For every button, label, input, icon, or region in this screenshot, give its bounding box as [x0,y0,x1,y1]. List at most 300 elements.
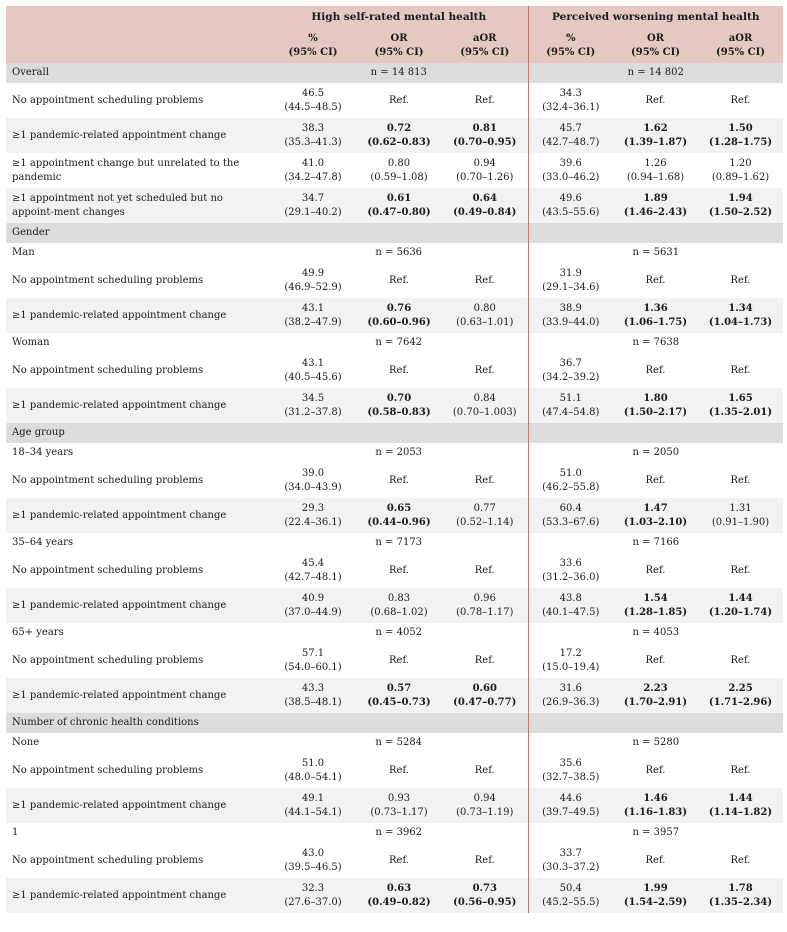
cell-pct-1 [270,298,356,333]
sample-size-1: n = 4052 [270,623,528,643]
subgroup-row [6,533,783,553]
cell-value: Ref. [389,764,409,776]
cell-pct-2 [528,463,613,498]
cell-value: 1.99 [643,882,668,894]
row-label: ≥1 pandemic-related appointment change [6,788,270,823]
cell-value: Ref. [730,364,751,376]
subgroup-label: None [6,733,270,753]
row-label: ≥1 pandemic-related appointment change [6,588,270,623]
cell-aor-2 [698,463,783,498]
cell-ci: (39.7–49.5) [542,806,600,818]
cell-value: 1.20 [729,157,752,169]
cell-ci: (0.59–1.08) [370,171,428,183]
data-row [6,643,783,678]
cell-ci: (31.2–37.8) [284,406,342,418]
sample-size-1: n = 7173 [270,533,528,553]
cell-ci: (1.14–1.82) [708,806,773,818]
col-header-or-2: OR (95% CI) [613,28,698,63]
data-row [6,298,783,333]
col-header-aor-2: aOR (95% CI) [698,28,783,63]
cell-ci: (0.73–1.17) [370,806,428,818]
cell-ci: (15.0–19.4) [542,661,600,673]
table-body [6,63,783,913]
cell-aor-1 [442,643,528,678]
cell-ci: (0.44–0.96) [367,516,431,528]
cell-pct-1 [270,188,356,223]
cell-pct-2 [528,588,613,623]
cell-pct-1 [270,263,356,298]
cell-value: Ref. [730,654,751,666]
cell-value: 51.0 [559,467,582,479]
cell-pct-1 [270,463,356,498]
cell-value: 0.93 [387,792,411,804]
cell-value: 38.9 [559,302,582,314]
cell-ci: (40.1–47.5) [542,606,600,618]
cell-ci: (0.47–0.80) [367,206,431,218]
cell-or-2 [613,843,698,878]
cell-ci: (1.54–2.59) [623,896,688,908]
cell-value: 43.8 [559,592,582,604]
cell-value: Ref. [474,854,495,866]
cell-aor-1 [442,298,528,333]
cell-value: 1.44 [728,592,753,604]
cell-ci: (38.2–47.9) [284,316,342,328]
cell-or-2 [613,788,698,823]
cell-ci: (42.7–48.7) [542,136,600,148]
cell-pct-2 [528,678,613,713]
cell-value: Ref. [474,654,495,666]
cell-ci: (1.50–2.17) [623,406,688,418]
cell-or-2 [613,498,698,533]
data-row [6,463,783,498]
cell-pct-2 [528,153,613,188]
cell-value: 29.3 [301,502,325,514]
cell-pct-2 [528,388,613,423]
cell-or-1 [356,188,442,223]
cell-or-2 [613,643,698,678]
subgroup-label: 18–34 years [6,443,270,463]
cell-aor-2 [698,353,783,388]
cell-pct-1 [270,878,356,913]
cell-ci: (0.70–1.26) [456,171,514,183]
sample-size-2 [528,223,783,243]
row-label: ≥1 pandemic-related appointment change [6,878,270,913]
cell-ci: (30.3–37.2) [542,861,600,873]
cell-ci: (43.5–55.6) [542,206,600,218]
cell-ci: (38.5–48.1) [284,696,342,708]
cell-value: 35.6 [559,757,582,769]
cell-pct-2 [528,83,613,118]
cell-value: 1.62 [643,122,668,134]
cell-or-1 [356,588,442,623]
cell-or-1 [356,498,442,533]
cell-aor-1 [442,878,528,913]
cell-ci: (0.63–1.01) [456,316,514,328]
cell-or-2 [613,353,698,388]
row-label: ≥1 appointment change but unrelated to the pandemic [6,153,270,188]
cell-ci: (47.4–54.8) [542,406,600,418]
cell-value: Ref. [645,474,666,486]
cell-aor-1 [442,843,528,878]
cell-value: 0.80 [473,302,496,314]
cell-value: 41.0 [301,157,325,169]
cell-ci: (32.4–36.1) [542,101,600,113]
cell-value: Ref. [389,474,409,486]
cell-ci: (0.70–1.003) [452,406,517,418]
cell-ci: (0.49–0.84) [453,206,517,218]
cell-ci: (1.46–2.43) [623,206,688,218]
cell-ci: (53.3–67.6) [542,516,600,528]
sample-size-1: n = 5636 [270,243,528,263]
cell-ci: (0.56–0.95) [453,896,517,908]
cell-ci: (29.1–34.6) [542,281,600,293]
cell-value: 0.65 [386,502,412,514]
cell-value: Ref. [474,764,495,776]
cell-ci: (0.49–0.82) [367,896,431,908]
data-row [6,353,783,388]
cell-value: 45.4 [301,557,325,569]
subgroup-row [6,733,783,753]
cell-value: 1.34 [728,302,753,314]
cell-pct-1 [270,553,356,588]
cell-ci: (0.70–0.95) [453,136,517,148]
cell-value: 0.96 [473,592,496,604]
cell-ci: (0.52–1.14) [456,516,514,528]
row-label: No appointment scheduling problems [6,353,270,388]
cell-value: 1.54 [643,592,668,604]
cell-value: 60.4 [559,502,582,514]
subgroup-label: 1 [6,823,270,843]
cell-ci: (0.73–1.19) [456,806,514,818]
header-corner [6,6,270,28]
cell-value: 0.70 [386,392,412,404]
cell-value: Ref. [645,564,666,576]
cell-value: 46.5 [301,87,325,99]
cell-ci: (1.04–1.73) [708,316,773,328]
cell-ci: (34.2–47.8) [284,171,342,183]
cell-or-2 [613,83,698,118]
sample-size-1: n = 7642 [270,333,528,353]
cell-value: 40.9 [301,592,325,604]
cell-or-1 [356,678,442,713]
cell-pct-2 [528,298,613,333]
cell-pct-1 [270,753,356,788]
cell-ci: (0.68–1.02) [370,606,428,618]
cell-pct-1 [270,498,356,533]
section-row [6,423,783,443]
cell-or-1 [356,788,442,823]
section-label: Age group [6,423,270,443]
cell-value: 17.2 [559,647,582,659]
sample-size-2 [528,713,783,733]
cell-value: 33.7 [559,847,582,859]
cell-or-1 [356,118,442,153]
data-row [6,753,783,788]
cell-value: Ref. [645,364,666,376]
section-label: Overall [6,63,270,83]
cell-ci: (42.7–48.1) [284,571,342,583]
cell-or-2 [613,588,698,623]
cell-aor-1 [442,553,528,588]
cell-value: Ref. [645,94,666,106]
cell-pct-2 [528,353,613,388]
data-row [6,843,783,878]
cell-value: 1.31 [729,502,752,514]
cell-aor-2 [698,788,783,823]
cell-value: 38.3 [301,122,325,134]
cell-aor-1 [442,118,528,153]
cell-value: 39.6 [559,157,582,169]
cell-pct-1 [270,588,356,623]
data-row [6,788,783,823]
row-label: No appointment scheduling problems [6,643,270,678]
sample-size-2: n = 5631 [528,243,783,263]
subgroup-row [6,823,783,843]
cell-ci: (0.89–1.62) [711,171,770,183]
cell-value: 31.9 [559,267,582,279]
cell-ci: (31.2–36.0) [542,571,600,583]
cell-aor-1 [442,188,528,223]
cell-or-2 [613,463,698,498]
cell-aor-2 [698,298,783,333]
cell-or-2 [613,298,698,333]
cell-ci: (1.03–2.10) [623,516,688,528]
row-label: No appointment scheduling problems [6,263,270,298]
row-label: ≥1 pandemic-related appointment change [6,388,270,423]
section-row [6,63,783,83]
cell-pct-2 [528,878,613,913]
cell-value: Ref. [474,564,495,576]
cell-pct-1 [270,388,356,423]
cell-value: 1.44 [728,792,753,804]
cell-value: Ref. [730,764,751,776]
subgroup-row [6,443,783,463]
cell-or-2 [613,153,698,188]
cell-value: 49.1 [301,792,325,804]
cell-value: 1.26 [644,157,667,169]
sample-size-2: n = 3957 [528,823,783,843]
subgroup-row [6,623,783,643]
cell-aor-2 [698,553,783,588]
cell-ci: (0.94–1.68) [626,171,685,183]
row-label: ≥1 appointment not yet scheduled but no appoint-ment changes [6,188,270,223]
sample-size-1 [270,423,528,443]
cell-aor-1 [442,588,528,623]
section-row [6,713,783,733]
cell-or-2 [613,118,698,153]
cell-ci: (33.9–44.0) [542,316,600,328]
cell-value: 51.0 [301,757,325,769]
sample-size-1: n = 14 813 [270,63,528,83]
cell-value: 34.5 [301,392,325,404]
cell-value: 49.6 [559,192,582,204]
cell-value: 31.6 [559,682,582,694]
cell-aor-1 [442,388,528,423]
data-row [6,498,783,533]
cell-value: 0.64 [472,192,497,204]
sample-size-1 [270,713,528,733]
cell-ci: (34.2–39.2) [542,371,600,383]
cell-aor-1 [442,153,528,188]
cell-ci: (40.5–45.6) [284,371,342,383]
cell-ci: (1.28–1.75) [708,136,773,148]
cell-value: 43.1 [301,357,325,369]
cell-aor-1 [442,463,528,498]
cell-value: 1.78 [728,882,753,894]
cell-ci: (1.20–1.74) [708,606,773,618]
data-row [6,83,783,118]
cell-ci: (1.35–2.34) [708,896,773,908]
cell-aor-2 [698,753,783,788]
data-row [6,678,783,713]
cell-value: Ref. [389,364,409,376]
cell-value: Ref. [474,94,495,106]
sample-size-1: n = 5284 [270,733,528,753]
group-header-high-self-rated: High self-rated mental health [270,6,528,28]
cell-ci: (1.70–2.91) [623,696,688,708]
cell-ci: (1.06–1.75) [623,316,688,328]
cell-or-2 [613,553,698,588]
cell-ci: (0.58–0.83) [367,406,431,418]
cell-value: 0.63 [386,882,412,894]
sample-size-2: n = 5280 [528,733,783,753]
cell-value: 1.80 [643,392,668,404]
cell-aor-2 [698,678,783,713]
cell-ci: (0.78–1.17) [456,606,514,618]
row-label: No appointment scheduling problems [6,83,270,118]
cell-value: 57.1 [301,647,325,659]
cell-value: 50.4 [559,882,582,894]
subgroup-label: 35–64 years [6,533,270,553]
cell-pct-1 [270,843,356,878]
data-row [6,118,783,153]
sample-size-1 [270,223,528,243]
cell-pct-1 [270,83,356,118]
cell-value: 1.94 [728,192,753,204]
cell-aor-1 [442,753,528,788]
cell-or-2 [613,878,698,913]
cell-ci: (0.62–0.83) [367,136,431,148]
cell-pct-2 [528,753,613,788]
cell-aor-1 [442,353,528,388]
sample-size-2: n = 7638 [528,333,783,353]
results-table [6,6,783,913]
cell-value: 2.25 [728,682,753,694]
cell-value: 34.7 [301,192,325,204]
cell-value: Ref. [730,564,751,576]
cell-value: 32.3 [301,882,325,894]
cell-value: 1.47 [643,502,668,514]
cell-or-2 [613,753,698,788]
cell-ci: (0.45–0.73) [367,696,431,708]
cell-value: 44.6 [559,792,582,804]
cell-value: 39.0 [301,467,325,479]
cell-ci: (44.1–54.1) [284,806,342,818]
cell-pct-1 [270,353,356,388]
cell-aor-2 [698,153,783,188]
row-label: No appointment scheduling problems [6,463,270,498]
cell-pct-1 [270,153,356,188]
table-header [6,6,783,63]
cell-ci: (46.2–55.8) [542,481,600,493]
sample-size-1: n = 2053 [270,443,528,463]
cell-aor-2 [698,188,783,223]
cell-pct-2 [528,263,613,298]
cell-value: 49.9 [301,267,325,279]
cell-aor-2 [698,498,783,533]
cell-value: 0.76 [386,302,412,314]
cell-ci: (0.91–1.90) [711,516,770,528]
cell-or-1 [356,553,442,588]
row-label: ≥1 pandemic-related appointment change [6,498,270,533]
sample-size-1: n = 3962 [270,823,528,843]
cell-value: Ref. [645,764,666,776]
cell-value: Ref. [474,364,495,376]
cell-aor-2 [698,588,783,623]
cell-value: 1.46 [643,792,668,804]
cell-value: 0.60 [472,682,497,694]
data-row [6,263,783,298]
cell-ci: (27.6–37.0) [284,896,342,908]
cell-aor-2 [698,388,783,423]
cell-or-1 [356,83,442,118]
cell-pct-2 [528,843,613,878]
cell-value: Ref. [474,274,495,286]
cell-or-1 [356,388,442,423]
cell-ci: (1.50–2.52) [708,206,773,218]
section-row [6,223,783,243]
cell-or-1 [356,263,442,298]
cell-value: 0.94 [473,157,496,169]
cell-ci: (46.9–52.9) [284,281,342,293]
sample-size-2: n = 14 802 [528,63,783,83]
group-header-perceived-worsening: Perceived worsening mental health [528,6,783,28]
cell-aor-2 [698,843,783,878]
cell-or-1 [356,878,442,913]
cell-aor-2 [698,643,783,678]
row-label: No appointment scheduling problems [6,753,270,788]
cell-value: Ref. [389,564,409,576]
cell-value: 0.57 [386,682,412,694]
cell-aor-2 [698,878,783,913]
cell-pct-2 [528,118,613,153]
cell-value: 1.50 [728,122,753,134]
col-header-pct-1: % (95% CI) [270,28,356,63]
cell-aor-2 [698,263,783,298]
cell-or-1 [356,463,442,498]
data-row [6,878,783,913]
cell-or-1 [356,153,442,188]
row-label: ≥1 pandemic-related appointment change [6,118,270,153]
cell-or-1 [356,753,442,788]
cell-value: Ref. [730,94,751,106]
cell-value: 2.23 [643,682,668,694]
cell-value: 0.81 [472,122,497,134]
cell-ci: (0.47–0.77) [453,696,517,708]
cell-or-2 [613,388,698,423]
cell-value: Ref. [389,274,409,286]
cell-value: 33.6 [559,557,582,569]
cell-pct-2 [528,553,613,588]
cell-ci: (54.0–60.1) [284,661,342,673]
cell-aor-2 [698,118,783,153]
cell-aor-1 [442,678,528,713]
subgroup-label: Woman [6,333,270,353]
cell-ci: (48.0–54.1) [284,771,342,783]
cell-aor-2 [698,83,783,118]
cell-value: 0.73 [472,882,497,894]
cell-value: 0.94 [473,792,496,804]
